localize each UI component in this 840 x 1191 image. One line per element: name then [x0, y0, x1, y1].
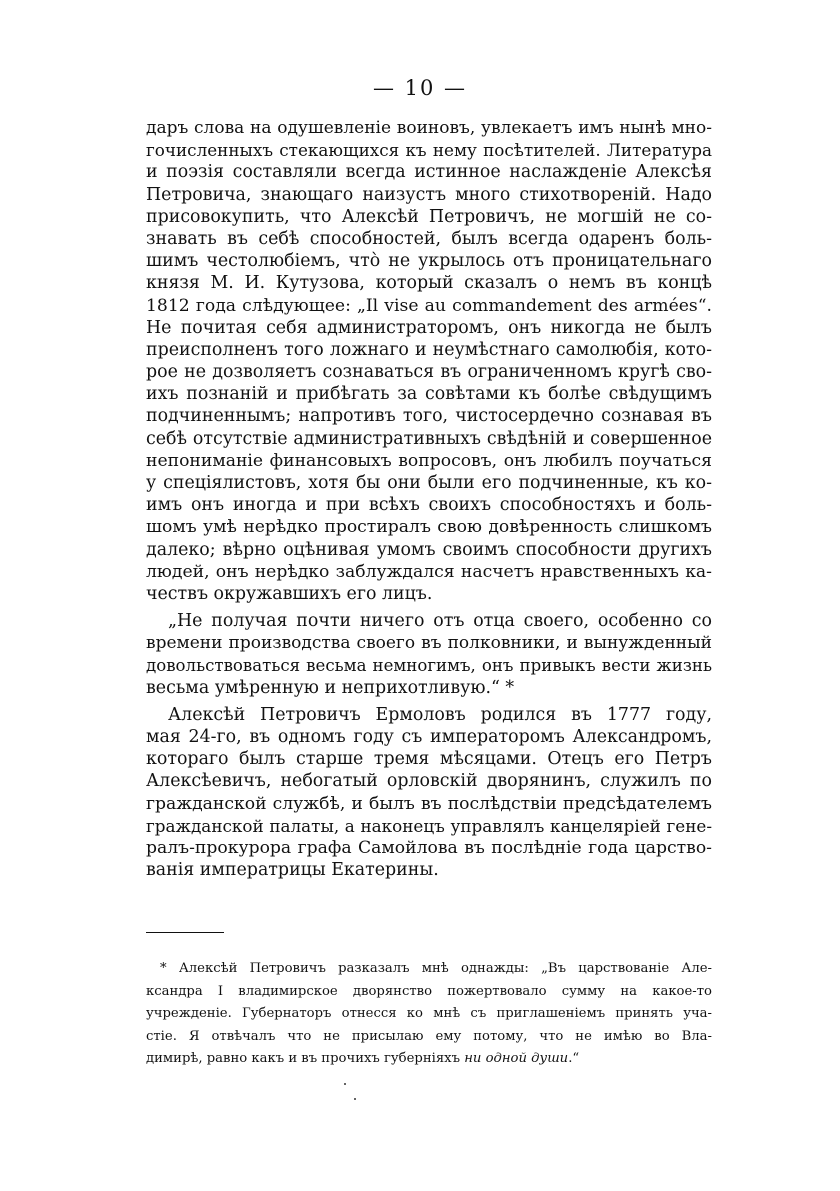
text-line: непониманіе финансовыхъ вопросовъ, онъ любилъ поучаться: [146, 450, 712, 471]
text-line: Петровича, знающаго наизустъ много стихотвореній. Надо: [146, 184, 712, 205]
text-line: шимъ честолюбіемъ, что̀ не укрылось отъ проницательнаго: [146, 251, 712, 272]
text-line: даръ слова на одушевленіе воиновъ, увлекаетъ имъ нынѣ мно-: [146, 118, 712, 138]
print-speck: [344, 1083, 346, 1085]
footnote-line: ксандра I владимирское дворянство пожертвовало сумму на какое-то: [146, 983, 712, 999]
text-line: преисполненъ того ложнаго и неумѣстнаго самолюбія, кото-: [146, 339, 712, 360]
text-line: шомъ умѣ нерѣдко простиралъ свою довѣренность слишкомъ: [146, 517, 712, 538]
footnote-italic-text: ни одной души: [464, 1051, 569, 1066]
footnote: [146, 958, 712, 1071]
text-line: подчиненнымъ; напротивъ того, чистосердечно сознавая въ: [146, 406, 712, 427]
paragraph-1: [146, 117, 712, 605]
text-line: ванія императрицы Екатерины.: [146, 860, 439, 881]
text-line: Алексѣевичъ, небогатый орловскій дворянинъ, служилъ по: [146, 771, 712, 792]
text-line: присовокупить, что Алексѣй Петровичъ, не могшій не со-: [146, 206, 712, 227]
text-line: чествъ окружавшихъ его лицъ.: [146, 583, 433, 604]
paragraph-3: [146, 704, 712, 882]
paragraph-2: [146, 610, 712, 699]
text-line: князя М. И. Кутузова, который сказалъ о немъ въ концѣ: [146, 273, 712, 294]
text-line: времени производства своего въ полковники, и вынужденный: [146, 633, 712, 654]
text-line: гражданской службѣ, и былъ въ послѣдствіи предсѣдателемъ: [146, 793, 712, 814]
print-speck: [354, 1098, 356, 1100]
footnote-line: учрежденіе. Губернаторъ отнесся ко мнѣ съ приглашеніемъ принять уча-: [146, 1006, 712, 1021]
text-line: мая 24-го, въ одномъ году съ императоромъ Александромъ,: [146, 727, 712, 748]
text-line: весьма умѣренную и неприхотливую.“ *: [146, 677, 515, 698]
footnote-separator: [146, 932, 224, 933]
text-line: гражданской палаты, а наконецъ управлялъ канцеляріей гене-: [146, 815, 712, 836]
text-line: себѣ отсутствіе административныхъ свѣдѣній и совершенное: [146, 428, 712, 449]
text-line: гочисленныхъ стекающихся къ нему посѣтителей. Литература: [146, 140, 712, 161]
text-line: котораго былъ старше тремя мѣсяцами. Отецъ его Петръ: [146, 749, 712, 770]
text-line: имъ онъ иногда и при всѣхъ своихъ способностяхъ и боль-: [146, 495, 712, 516]
text-line: 1812 года слѣдующее: „Il vise au commandement des armées“.: [146, 295, 712, 316]
footnote-line: стіе. Я отвѣчалъ что не присылаю ему потому, что не имѣю во Вла-: [146, 1028, 712, 1044]
main-text: [146, 117, 712, 881]
text-line: знавать въ себѣ способностей, былъ всегда одаренъ боль-: [146, 228, 712, 249]
text-line: людей, онъ нерѣдко заблуждался насчетъ нравственныхъ ка-: [146, 561, 712, 582]
text-line: Алексѣй Петровичъ Ермоловъ родился въ 1777 году,: [168, 704, 712, 725]
text-line: и поэзія составляли всегда истинное наслажденіе Алексѣя: [146, 162, 712, 183]
text-line: „Не получая почти ничего отъ отца своего, особенно со: [168, 611, 712, 632]
footnote-line: * Алексѣй Петровичъ разказалъ мнѣ однажды: „Въ царствованіе Але-: [160, 961, 712, 976]
text-line: ихъ познаній и прибѣгать за совѣтами къ болѣе свѣдущимъ: [146, 384, 712, 405]
footnote-text-end: .“: [568, 1051, 580, 1066]
text-line: далеко; вѣрно оцѣнивая умомъ своимъ способности другихъ: [146, 539, 712, 560]
text-line: довольствоваться весьма немногимъ, онъ привыкъ вести жизнь: [146, 655, 712, 675]
text-line: ралъ-прокурора графа Самойлова въ послѣдніе года царство-: [146, 838, 712, 858]
footnote-text: димирѣ, равно какъ и въ прочихъ губерніяхъ: [146, 1051, 465, 1066]
text-line: у спеціялистовъ, хотя бы они были его подчиненные, къ ко-: [146, 473, 712, 493]
text-line: рое не дозволяетъ сознаваться въ ограниченномъ кругѣ сво-: [146, 362, 712, 383]
text-line: Не почитая себя администраторомъ, онъ никогда не былъ: [146, 317, 712, 338]
page-number: — 10 —: [372, 76, 468, 100]
footnote-line-last: [146, 1048, 712, 1071]
